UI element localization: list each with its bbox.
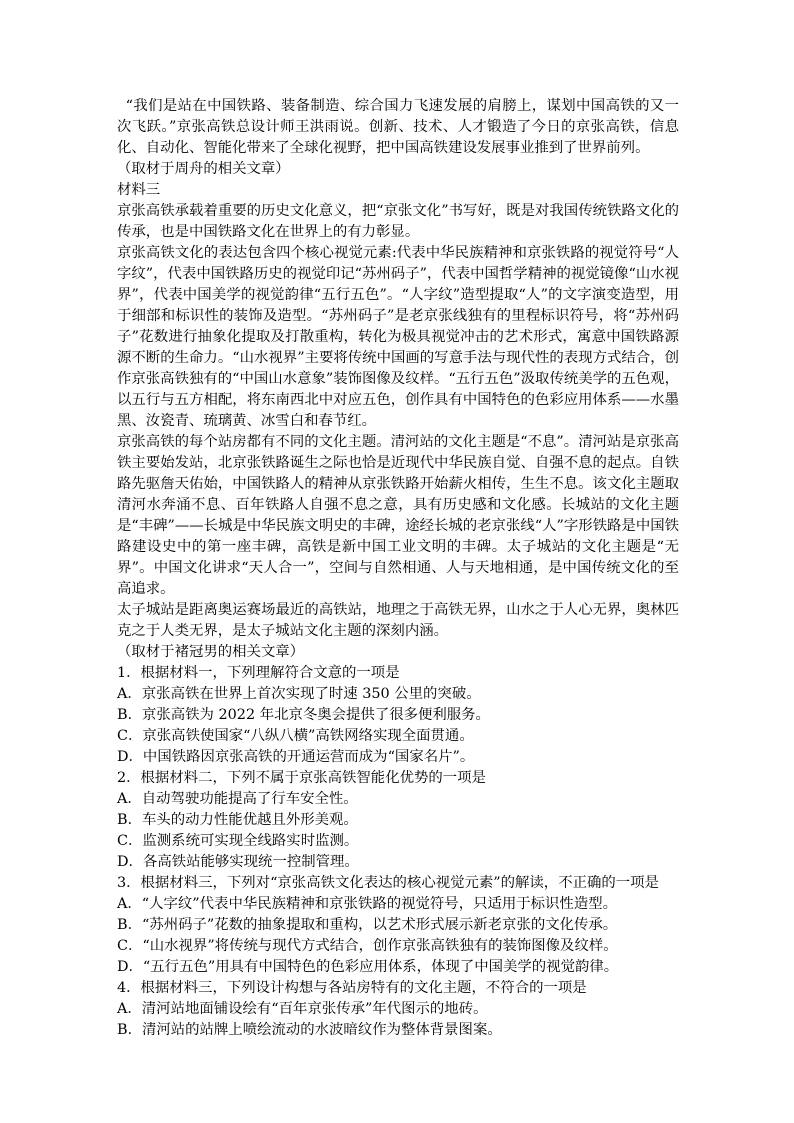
question-stem: 2．根据材料二，下列不属于京张高铁智能化优势的一项是 <box>117 770 486 786</box>
material3-source-note: （取材于褚冠男的相关文章） <box>117 644 305 660</box>
question-stem: 1．根据材料一，下列理解符合文意的一项是 <box>117 665 400 681</box>
material3-heading: 材料三 <box>117 182 161 198</box>
answer-option: B．清河站的站牌上喷绘流动的水波暗纹作为整体背景图案。 <box>117 1022 502 1038</box>
material2-closing-paragraph: “我们是站在中国铁路、装备制造、综合国力飞速发展的肩膀上，谋划中国高铁的又一次飞跃。”京张高铁总设计师王洪雨说。创新、技术、人才锻造了今日的京张高铁，信息化、自动化、智能化带来了全球化视野，把中国高铁建设发展事业推到了世界前列。 <box>117 98 679 156</box>
question-1 <box>117 663 679 768</box>
material3-paragraph: 京张高铁承载着重要的历史文化意义，把“京张文化”书写好，既是对我国传统铁路文化的传承，也是中国铁路文化在世界上的有力彰显。 <box>117 203 679 240</box>
answer-option: C．监测系统可实现全线路实时监测。 <box>117 833 359 849</box>
answer-option: D．中国铁路因京张高铁的开通运营而成为“国家名片”。 <box>117 749 475 765</box>
answer-option: A．“人字纹”代表中华民族精神和京张铁路的视觉符号，只适用于标识性造型。 <box>117 896 617 912</box>
answer-option: D．“五行五色”用具有中国特色的色彩应用体系，体现了中国美学的视觉韵律。 <box>117 959 619 975</box>
question-2 <box>117 768 679 873</box>
document-page <box>117 96 679 1041</box>
answer-option: C．京张高铁使国家“八纵八横”高铁网络实现全面贯通。 <box>117 728 474 744</box>
answer-option: A．清河站地面铺设绘有“百年京张传承”年代图示的地砖。 <box>117 1001 488 1017</box>
answer-option: B．京张高铁为 2022 年北京冬奥会提供了很多便利服务。 <box>117 707 490 723</box>
answer-option: B．车头的动力性能优越且外形美观。 <box>117 812 358 828</box>
question-4 <box>117 978 679 1041</box>
material3-paragraph: 京张高铁文化的表达包含四个核心视觉元素:代表中华民族精神和京张铁路的视觉符号“人字纹”，代表中国铁路历史的视觉印记“苏州码子”，代表中国哲学精神的视觉镜像“山水视界”，代表中国美学的视觉韵律“五行五色”。“人字纹”造型提取“人”的文字演变造型，用于细部和标识性的装饰及造型。“苏州码子”是老京张线独有的里程标识符号，将“苏州码子”花数进行抽象化提取及打散重构，转化为极具视觉冲击的艺术形式，寓意中国铁路源源不断的生命力。“山水视界”主要将传统中国画的写意手法与现代性的表现方式结合，创作京张高铁独有的“中国山水意象”装饰图像及纹样。“五行五色”汲取传统美学的五色观，以五行与五方相配，将东南西北中对应五色，创作具有中国特色的色彩应用体系——水墨黑、汝瓷青、琉璃黄、冰雪白和春节红。 <box>117 245 679 429</box>
material3-paragraph: 京张高铁的每个站房都有不同的文化主题。清河站的文化主题是“不息”。清河站是京张高铁主要始发站，北京张铁路诞生之际也恰是近现代中华民族自觉、自强不息的起点。自铁路先驱詹天佑始，中国铁路人的精神从京张铁路开始薪火相传，生生不息。该文化主题取清河水奔涌不息、百年铁路人自强不息之意，具有历史感和文化感。长城站的文化主题是“丰碑”——长城是中华民族文明史的丰碑，途经长城的老京张线“人”字形铁路是中国铁路建设史中的第一座丰碑，高铁是新中国工业文明的丰碑。太子城站的文化主题是“无界”。中国文化讲求“天人合一”，空间与自然相通、人与天地相通，是中国传统文化的至高追求。 <box>117 434 679 597</box>
question-3 <box>117 873 679 978</box>
question-stem: 4．根据材料三，下列设计构想与各站房特有的文化主题，不符合的一项是 <box>117 980 587 996</box>
answer-option: A．京张高铁在世界上首次实现了时速 350 公里的突破。 <box>117 686 481 702</box>
answer-option: A．自动驾驶功能提高了行车安全性。 <box>117 791 358 807</box>
answer-option: D．各高铁站能够实现统一控制管理。 <box>117 854 359 870</box>
answer-option: C．“山水视界”将传统与现代方式结合，创作京张高铁独有的装饰图像及纹样。 <box>117 938 618 954</box>
question-stem: 3．根据材料三，下列对“京张高铁文化表达的核心视觉元素”的解读，不正确的一项是 <box>117 875 659 891</box>
answer-option: B．“苏州码子”花数的抽象提取和重构，以艺术形式展示新老京张的文化传承。 <box>117 917 618 933</box>
material3-paragraph: 太子城站是距离奥运赛场最近的高铁站，地理之于高铁无界，山水之于人心无界，奥林匹克之于人类无界，是太子城站文化主题的深刻内涵。 <box>117 602 679 639</box>
material2-source-note: （取材于周舟的相关文章） <box>117 161 290 177</box>
